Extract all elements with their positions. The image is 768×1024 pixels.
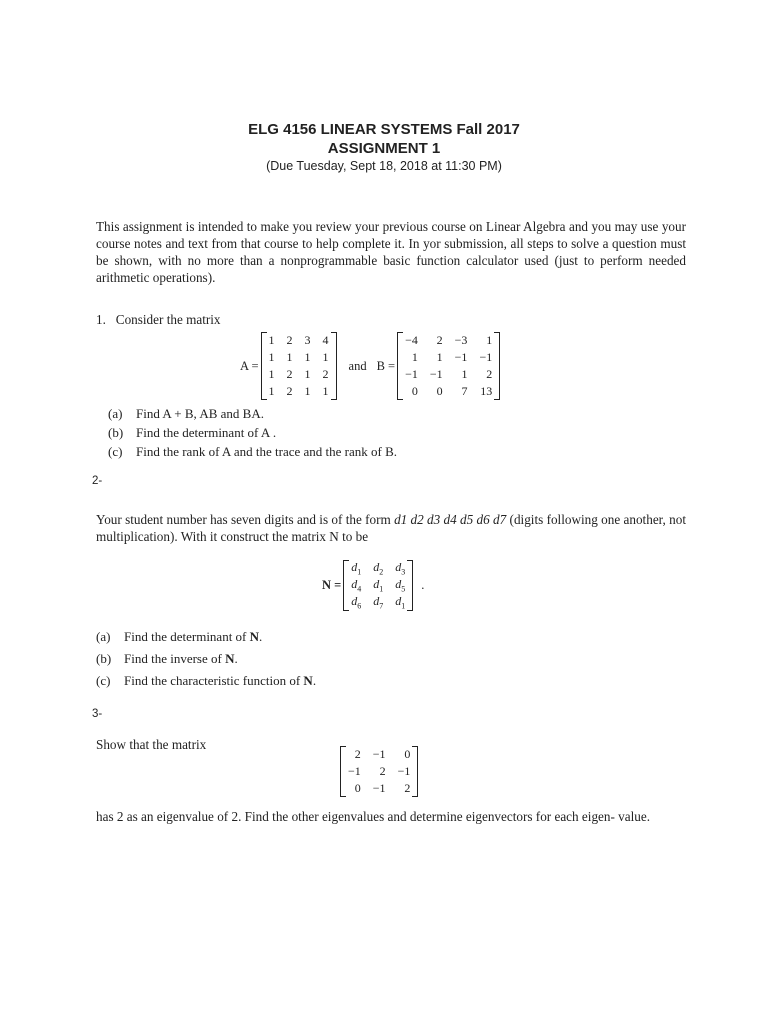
q3-matrix bbox=[342, 746, 416, 797]
q1-part-a-label: (a) bbox=[108, 406, 123, 421]
matrix-b-cell: −3 bbox=[454, 333, 468, 347]
q2-part-c-bold: N bbox=[303, 673, 313, 688]
q2-part-c-text: Find the characteristic function of bbox=[124, 673, 304, 688]
q3-matrix-row bbox=[338, 746, 420, 797]
q1-part-a bbox=[108, 405, 264, 422]
matrix-b-row bbox=[399, 349, 498, 366]
q3-matrix-row bbox=[342, 746, 416, 763]
q1-part-b-label: (b) bbox=[108, 425, 124, 440]
q3-matrix-cell: −1 bbox=[372, 781, 386, 795]
q3-matrix-cell: 2 bbox=[354, 747, 361, 761]
matrix-a-cell: 2 bbox=[322, 367, 329, 381]
q1-prompt bbox=[96, 311, 686, 328]
q3-conclusion: has 2 as an eigenvalue of 2. Find the other eigenvalues and determine eigenvectors for each eigen- value. bbox=[96, 809, 651, 824]
q2-part-b-text: Find the inverse of bbox=[124, 651, 226, 666]
q2-part-b-label: (b) bbox=[96, 651, 112, 666]
matrix-a-cell: 1 bbox=[322, 384, 329, 398]
matrix-n-cell: $d_6$ bbox=[351, 594, 362, 611]
matrix-n-cell: $d_5$ bbox=[395, 577, 406, 594]
matrix-a-cell: 4 bbox=[322, 333, 329, 347]
q3-matrix-row bbox=[342, 763, 416, 780]
assignment-title: ASSIGNMENT 1 bbox=[327, 140, 441, 157]
q2-part-c-label: (c) bbox=[96, 673, 111, 688]
q1-part-c-text: Find the rank of A and the trace and the rank of B. bbox=[136, 444, 398, 459]
matrix-b-row bbox=[399, 383, 498, 400]
matrix-b-cell: 13 bbox=[480, 384, 493, 398]
matrix-n-cell: $d_1$ bbox=[351, 560, 362, 577]
matrix-b-cell: −1 bbox=[405, 367, 418, 381]
matrix-a-cell: 1 bbox=[304, 350, 311, 364]
matrix-b-label: B = bbox=[376, 358, 396, 373]
matrix-a-cell: 1 bbox=[268, 384, 275, 398]
matrix-a-cell: 2 bbox=[286, 367, 293, 381]
q1-part-c-label: (c) bbox=[108, 444, 123, 459]
matrix-n-row bbox=[345, 560, 411, 577]
q1-part-b bbox=[108, 424, 276, 441]
q2-form: d1 d2 d3 d4 d5 d6 d7 bbox=[394, 512, 507, 527]
matrix-b-cell: −1 bbox=[429, 367, 443, 381]
q2-part-a-text: Find the determinant of bbox=[124, 629, 250, 644]
q3-matrix-cell: 0 bbox=[404, 747, 411, 761]
matrix-b-cell: 2 bbox=[486, 367, 493, 381]
matrix-a-cell: 1 bbox=[268, 367, 275, 381]
matrix-a-cell: 2 bbox=[286, 384, 293, 398]
matrix-a-row bbox=[263, 366, 335, 383]
matrix-a-cell: 1 bbox=[304, 367, 311, 381]
q1-matrices bbox=[240, 332, 502, 400]
matrix-b-row bbox=[399, 332, 498, 349]
matrix-b-cell: 0 bbox=[411, 384, 418, 398]
q3-number: 3- bbox=[92, 708, 103, 720]
matrix-n-cell: $d_2$ bbox=[373, 560, 384, 577]
matrix-b-cell: 2 bbox=[436, 333, 443, 347]
matrix-a-cell: 1 bbox=[268, 333, 275, 347]
matrix-n-cell: $d_1$ bbox=[395, 594, 406, 611]
matrix-a bbox=[263, 332, 335, 400]
matrix-b-cell: 0 bbox=[436, 384, 443, 398]
matrix-b-cell: −4 bbox=[405, 333, 418, 347]
matrix-a-row bbox=[263, 332, 335, 349]
matrix-a-cell: 1 bbox=[286, 350, 293, 364]
matrix-n-cell: $d_1$ bbox=[373, 577, 384, 594]
q2-part-b-bold: N bbox=[225, 651, 235, 666]
q1-number: 1. bbox=[96, 312, 106, 327]
matrix-a-cell: 3 bbox=[304, 333, 311, 347]
q2-part-b bbox=[96, 650, 238, 667]
q1-part-a-text: Find A + B, AB and BA. bbox=[136, 406, 264, 421]
matrix-b-cell: 1 bbox=[436, 350, 443, 364]
q2-part-b-end: . bbox=[234, 651, 238, 666]
intro-paragraph: This assignment is intended to make you review your previous course on Linear Algebra and you may use your course notes and text from that course to help complete it. In yor submission, all steps to solve a question must be shown, with no more than a nonprogrammable basic function calculator used (just to perform needed arithmetic operations). bbox=[96, 219, 686, 285]
q2-number: 2- bbox=[92, 475, 103, 487]
q1-part-c bbox=[108, 443, 397, 460]
q3-matrix-cell: 2 bbox=[404, 781, 411, 795]
matrix-a-row bbox=[263, 383, 335, 400]
matrix-b-cell: 1 bbox=[461, 367, 468, 381]
matrix-n-row bbox=[345, 577, 411, 594]
matrix-b-cell: −1 bbox=[479, 350, 493, 364]
matrix-b-row bbox=[399, 366, 498, 383]
matrix-n-label: N = bbox=[322, 578, 342, 592]
q2-part-c bbox=[96, 672, 316, 689]
matrix-a-row bbox=[263, 349, 335, 366]
q2-prompt-start: Your student number has seven digits and is of the form bbox=[96, 512, 395, 527]
q1-part-b-text: Find the determinant of A . bbox=[136, 425, 277, 440]
q3-matrix-cell: 2 bbox=[379, 764, 386, 778]
matrix-a-label: A = bbox=[240, 358, 259, 373]
q2-part-a-label: (a) bbox=[96, 629, 111, 644]
q2-part-a-end: . bbox=[259, 629, 263, 644]
matrix-b-cell: 1 bbox=[486, 333, 493, 347]
matrix-n-cell: $d_4$ bbox=[351, 577, 362, 594]
matrix-n-row bbox=[345, 594, 411, 611]
matrix-b-cell: 1 bbox=[411, 350, 418, 364]
matrix-n bbox=[345, 560, 411, 611]
q3-matrix-cell: −1 bbox=[397, 764, 411, 778]
q2-part-a-bold: N bbox=[249, 629, 260, 644]
matrix-n-cell: $d_3$ bbox=[395, 560, 406, 577]
q3-matrix-cell: −1 bbox=[372, 747, 386, 761]
q2-matrix-row bbox=[322, 560, 424, 611]
q3-prompt: Show that the matrix bbox=[96, 737, 207, 752]
q3-matrix-row bbox=[342, 780, 416, 797]
course-title: ELG 4156 LINEAR SYSTEMS Fall 2017 bbox=[248, 121, 520, 138]
due-date: (Due Tuesday, Sept 18, 2018 at 11:30 PM) bbox=[266, 159, 502, 173]
matrix-b-cell: −1 bbox=[454, 350, 468, 364]
q1-prompt-text: Consider the matrix bbox=[115, 312, 221, 327]
matrix-a-cell: 1 bbox=[322, 350, 329, 364]
matrix-a-cell: 1 bbox=[268, 350, 275, 364]
matrix-a-cell: 1 bbox=[304, 384, 311, 398]
q3-matrix-cell: −1 bbox=[348, 764, 361, 778]
matrix-n-cell: $d_7$ bbox=[373, 594, 384, 611]
matrix-b bbox=[399, 332, 498, 400]
q2-part-a bbox=[96, 628, 262, 645]
title-block bbox=[0, 120, 768, 175]
q2-part-c-end: . bbox=[312, 673, 317, 688]
q2-prompt-end: (digits following one another, not multiplication). With it construct the matrix N to be bbox=[96, 512, 686, 544]
matrix-a-cell: 2 bbox=[286, 333, 293, 347]
matrix-b-cell: 7 bbox=[461, 384, 468, 398]
q2-prompt bbox=[96, 511, 686, 545]
q3-matrix-cell: 0 bbox=[354, 781, 361, 795]
and-label: and bbox=[348, 358, 367, 373]
matrix-n-period: . bbox=[421, 578, 425, 592]
